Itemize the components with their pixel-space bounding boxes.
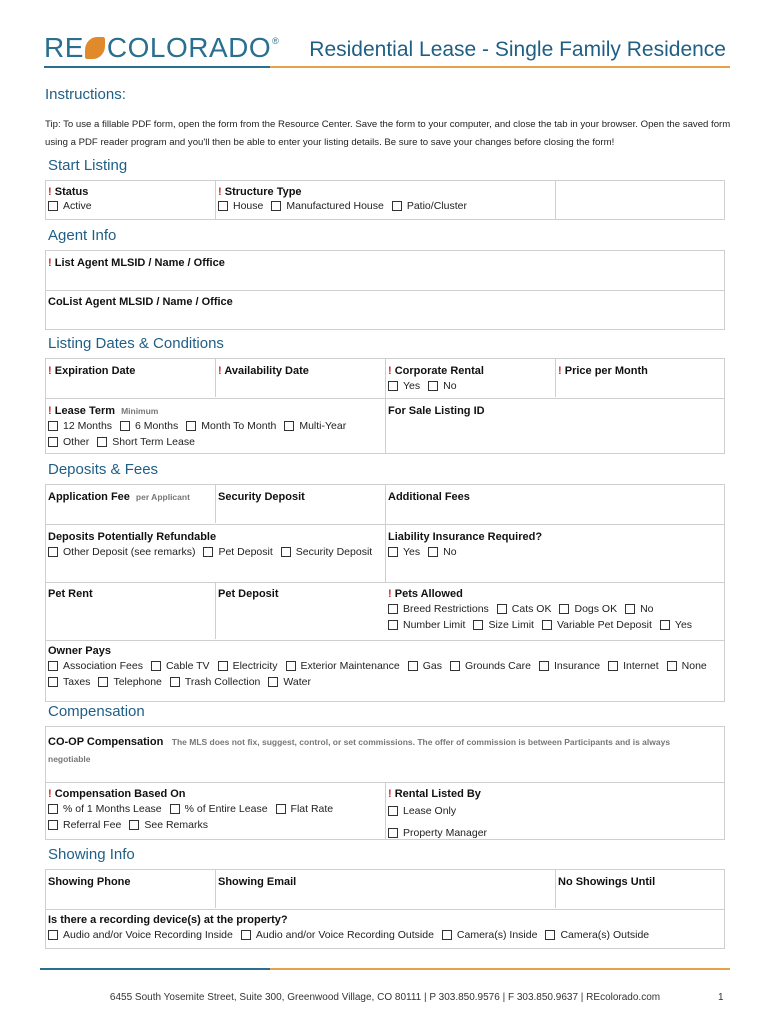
owner-taxes-checkbox[interactable]: Taxes [48, 676, 90, 688]
application-fee-field[interactable]: Application Fee [48, 491, 130, 503]
listed-lease-only-checkbox[interactable]: Lease Only [388, 805, 456, 817]
footer-rule-blue [40, 968, 270, 970]
instructions-tip: Tip: To use a fillable PDF form, open the form from the Resource Center. Save the form to your computer, and close the tab in your browser. Open the saved form using a PDF reader program and you'll then be able to enter your listing details. Be sure to save your changes before closing the form! [45, 119, 731, 148]
comp-see-remarks-checkbox[interactable]: See Remarks [129, 819, 208, 831]
logo-re: RE [44, 32, 84, 63]
coop-disclaimer: The MLS does not fix, suggest, control, or set commissions. The offer of commission is between Participants and is always [171, 737, 671, 747]
lease-6-months-checkbox[interactable]: 6 Months [120, 420, 178, 432]
recording-camera-inside-checkbox[interactable]: Camera(s) Inside [442, 929, 538, 941]
owner-none-checkbox[interactable]: None [667, 660, 707, 672]
corporate-no-checkbox[interactable]: No [428, 380, 456, 392]
refund-pet-deposit-checkbox[interactable]: Pet Deposit [203, 546, 272, 558]
structure-patio-checkbox[interactable]: Patio/Cluster [392, 200, 467, 212]
compensation-box: CO-OP Compensation The MLS does not fix, suggest, control, or set commissions. The offer of commission is between Participants and is always negotiable ! Compensation Based On % of 1 Months Lease % of Entire Lease Flat Rate Referral Fee See Remarks ! Rental Listed By Lease Only Property Manager [45, 726, 725, 840]
footer-rule-orange [270, 968, 730, 970]
per-applicant-note: per Applicant [135, 492, 190, 502]
logo-registered-mark: ® [272, 36, 280, 46]
section-compensation: Compensation [48, 703, 145, 720]
agent-info-box [45, 250, 725, 330]
pets-cats-ok-checkbox[interactable]: Cats OK [497, 603, 552, 615]
additional-fees-field[interactable]: Additional Fees [388, 491, 470, 503]
owner-internet-checkbox[interactable]: Internet [608, 660, 659, 672]
colist-agent-field[interactable]: CoList Agent MLSID / Name / Office [48, 296, 233, 308]
status-label: Status [54, 186, 89, 198]
availability-date-field[interactable]: Availability Date [224, 365, 309, 377]
pets-variable-deposit-checkbox[interactable]: Variable Pet Deposit [542, 619, 652, 631]
footer-address: 6455 South Yosemite Street, Suite 300, Greenwood Village, CO 80111 | P 303.850.9576 | F 303.850.9637 | REcolorado.com [109, 992, 661, 1003]
section-showing-info: Showing Info [48, 846, 135, 863]
comp-percent-1-month-checkbox[interactable]: % of 1 Months Lease [48, 803, 162, 815]
refund-other-deposit-checkbox[interactable]: Other Deposit (see remarks) [48, 546, 195, 558]
comp-percent-entire-lease-checkbox[interactable]: % of Entire Lease [170, 803, 268, 815]
expiration-date-field[interactable]: Expiration Date [54, 365, 136, 377]
status-active-checkbox[interactable]: Active [48, 200, 92, 212]
section-deposits-fees: Deposits & Fees [48, 461, 159, 478]
instructions-heading: Instructions: [45, 86, 126, 103]
compensation-based-on-label: Compensation Based On [54, 788, 186, 800]
liability-yes-checkbox[interactable]: Yes [388, 546, 420, 558]
pet-deposit-field[interactable]: Pet Deposit [218, 588, 279, 600]
price-per-month-field[interactable]: Price per Month [564, 365, 648, 377]
header-rule-blue [44, 66, 270, 68]
owner-association-fees-checkbox[interactable]: Association Fees [48, 660, 143, 672]
structure-manufactured-checkbox[interactable]: Manufactured House [271, 200, 383, 212]
deposits-refundable-label: Deposits Potentially Refundable [48, 531, 217, 543]
pets-dogs-ok-checkbox[interactable]: Dogs OK [559, 603, 617, 615]
recording-audio-inside-checkbox[interactable]: Audio and/or Voice Recording Inside [48, 929, 233, 941]
owner-cable-tv-checkbox[interactable]: Cable TV [151, 660, 210, 672]
listed-property-manager-checkbox[interactable]: Property Manager [388, 827, 487, 839]
form-title: Residential Lease - Single Family Residence [309, 38, 726, 61]
owner-electricity-checkbox[interactable]: Electricity [218, 660, 278, 672]
pets-size-limit-checkbox[interactable]: Size Limit [473, 619, 534, 631]
lease-multi-year-checkbox[interactable]: Multi-Year [284, 420, 346, 432]
required-mark: ! [48, 186, 52, 198]
aspen-leaf-icon [85, 37, 105, 59]
structure-type-label: Structure Type [224, 186, 302, 198]
start-listing-box [45, 180, 725, 220]
showing-phone-field[interactable]: Showing Phone [48, 876, 131, 888]
coop-disclaimer-cont: negotiable [48, 754, 91, 764]
recording-camera-outside-checkbox[interactable]: Camera(s) Outside [545, 929, 649, 941]
pets-number-limit-checkbox[interactable]: Number Limit [388, 619, 465, 631]
pets-breed-restrictions-checkbox[interactable]: Breed Restrictions [388, 603, 489, 615]
lease-term-label: Lease Term [54, 405, 116, 417]
security-deposit-field[interactable]: Security Deposit [218, 491, 305, 503]
recording-device-label: Is there a recording device(s) at the property? [48, 914, 288, 926]
recording-audio-outside-checkbox[interactable]: Audio and/or Voice Recording Outside [241, 929, 434, 941]
lease-month-to-month-checkbox[interactable]: Month To Month [186, 420, 276, 432]
refund-security-deposit-checkbox[interactable]: Security Deposit [281, 546, 372, 558]
lease-minimum-note: Minimum [121, 406, 159, 416]
logo-colorado: COLORADO [106, 32, 272, 63]
coop-compensation-field[interactable]: CO-OP Compensation [48, 736, 164, 748]
owner-water-checkbox[interactable]: Water [268, 676, 311, 688]
recolorado-logo [44, 32, 279, 64]
liability-no-checkbox[interactable]: No [428, 546, 456, 558]
listing-dates-box: ! Expiration Date ! Availability Date ! Corporate Rental Yes No ! Price per Month ! Lease Term Minimum 12 Months 6 Months Month To Month Multi-Year Other Short Term Lease For Sale Listing ID [45, 358, 725, 454]
section-start-listing: Start Listing [48, 157, 128, 174]
list-agent-field[interactable]: List Agent MLSID / Name / Office [54, 257, 225, 269]
pets-allowed-label: Pets Allowed [394, 588, 463, 600]
section-listing-dates: Listing Dates & Conditions [48, 335, 224, 352]
owner-pays-label: Owner Pays [48, 645, 111, 657]
owner-grounds-care-checkbox[interactable]: Grounds Care [450, 660, 531, 672]
corporate-yes-checkbox[interactable]: Yes [388, 380, 420, 392]
no-showings-until-field[interactable]: No Showings Until [558, 876, 656, 888]
pets-no-checkbox[interactable]: No [625, 603, 653, 615]
owner-exterior-maintenance-checkbox[interactable]: Exterior Maintenance [286, 660, 400, 672]
header-rule-orange [270, 66, 730, 68]
section-agent-info: Agent Info [48, 227, 117, 244]
for-sale-listing-id-field[interactable]: For Sale Listing ID [388, 405, 485, 417]
pet-rent-field[interactable]: Pet Rent [48, 588, 93, 600]
deposits-fees-box: Application Fee per Applicant Security Deposit Additional Fees Deposits Potentially Refundable Other Deposit (see remarks) Pet Deposit Security Deposit Liability Insurance Required? Yes No Pet Rent Pet Deposit ! Pets Allowed Breed Restrictions Cats OK Dogs OK No Number Limit Size Limit Variable Pet Deposit Yes Owner Pays Association Fees Cable TV Electricity Exterior Maintenance Gas Grounds Care Insurance Internet None Taxes Telephone Trash Collection Water [45, 484, 725, 702]
comp-flat-rate-checkbox[interactable]: Flat Rate [276, 803, 334, 815]
owner-insurance-checkbox[interactable]: Insurance [539, 660, 600, 672]
corporate-rental-label: Corporate Rental [394, 365, 484, 377]
lease-other-checkbox[interactable]: Other [48, 436, 89, 448]
liability-insurance-label: Liability Insurance Required? [388, 531, 543, 543]
lease-12-months-checkbox[interactable]: 12 Months [48, 420, 112, 432]
showing-email-field[interactable]: Showing Email [218, 876, 297, 888]
required-mark: ! [218, 186, 222, 198]
required-mark: ! [48, 257, 52, 269]
lease-short-term-checkbox[interactable]: Short Term Lease [97, 436, 195, 448]
owner-telephone-checkbox[interactable]: Telephone [98, 676, 161, 688]
structure-house-checkbox[interactable]: House [218, 200, 263, 212]
showing-info-box [45, 869, 725, 949]
pets-yes-checkbox[interactable]: Yes [660, 619, 692, 631]
owner-trash-collection-checkbox[interactable]: Trash Collection [170, 676, 260, 688]
rental-listed-by-label: Rental Listed By [394, 788, 481, 800]
owner-gas-checkbox[interactable]: Gas [408, 660, 442, 672]
comp-referral-fee-checkbox[interactable]: Referral Fee [48, 819, 121, 831]
page-number: 1 [718, 992, 724, 1003]
